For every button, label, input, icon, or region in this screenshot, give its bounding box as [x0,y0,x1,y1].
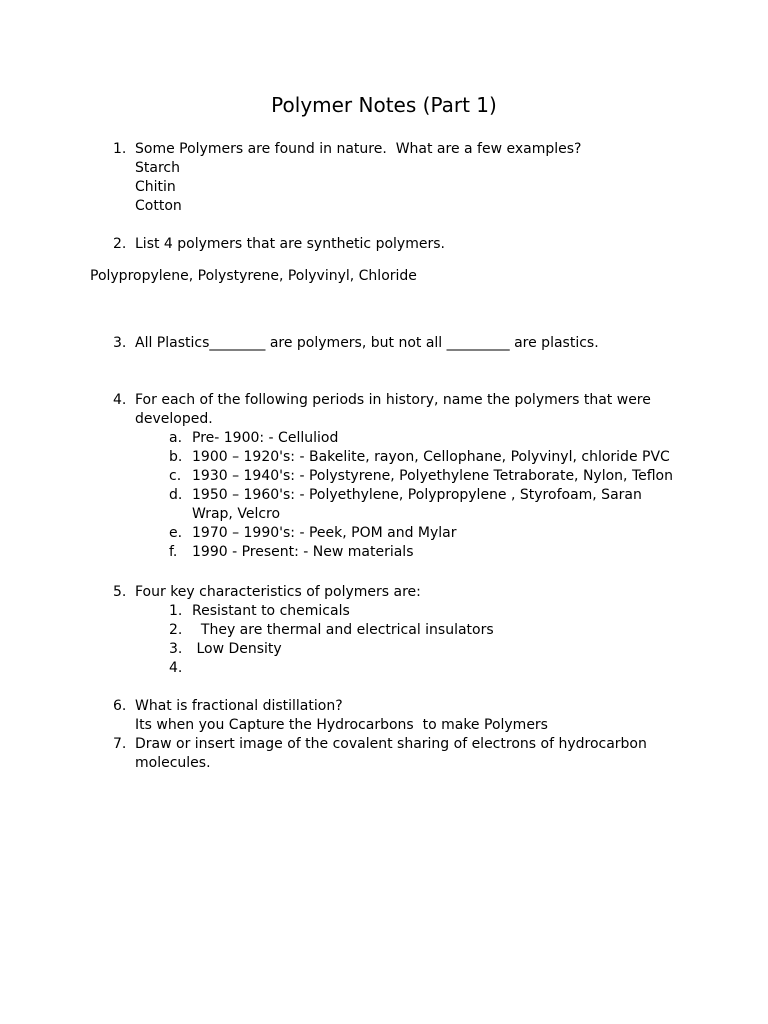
question-1-text: Some Polymers are found in nature. What are a few examples? [135,141,582,157]
question-5-number: 5. [113,584,127,600]
question-2-answer: Polypropylene, Polystyrene, Polyvinyl, Chloride [90,268,417,284]
question-5-text: Four key characteristics of polymers are: [135,584,421,600]
question-1-answer-1: Starch [135,160,180,176]
question-3-text: All Plastics________ are polymers, but not all _________ are plastics. [135,335,599,351]
question-3-number: 3. [113,335,127,351]
question-4-text-line-2: developed. [135,411,213,427]
question-2-number: 2. [113,236,127,252]
question-4-item-d-text-line-2: Wrap, Velcro [192,506,281,522]
question-7-text-line-1: Draw or insert image of the covalent sharing of electrons of hydrocarbon [135,736,647,752]
question-4-item-a-text: Pre- 1900: - Celluliod [192,430,339,446]
question-6-text: What is fractional distillation? [135,698,343,714]
question-5-item-2-number: 2. [169,622,183,638]
question-6-answer: Its when you Capture the Hydrocarbons to make Polymers [135,717,548,733]
question-4-item-d-text-line-1: 1950 – 1960's: - Polyethylene, Polypropylene , Styrofoam, Saran [192,487,642,503]
question-1-answer-2: Chitin [135,179,176,195]
question-4-text-line-1: For each of the following periods in history, name the polymers that were [135,392,651,408]
question-1-answer-3: Cotton [135,198,182,214]
question-4-number: 4. [113,392,127,408]
question-4-item-f-text: 1990 - Present: - New materials [192,544,414,560]
question-4-item-b-letter: b. [169,449,183,465]
question-5-item-1-number: 1. [169,603,183,619]
question-5-item-3-text: Low Density [192,641,282,657]
question-4-item-e-text: 1970 – 1990's: - Peek, POM and Mylar [192,525,457,541]
question-4-item-f-letter: f. [169,544,178,560]
question-7-number: 7. [113,736,127,752]
question-4-item-c-letter: c. [169,468,182,484]
question-6-number: 6. [113,698,127,714]
question-5-item-3-number: 3. [169,641,183,657]
question-1-number: 1. [113,141,127,157]
question-5-item-2-text: They are thermal and electrical insulators [192,622,494,638]
question-5-item-1-text: Resistant to chemicals [192,603,350,619]
question-4-item-c-text: 1930 – 1940's: - Polystyrene, Polyethylene Tetraborate, Nylon, Teflon [192,468,673,484]
question-4-item-e-letter: e. [169,525,183,541]
question-4-item-a-letter: a. [169,430,183,446]
question-2-text: List 4 polymers that are synthetic polymers. [135,236,445,252]
page-title: Polymer Notes (Part 1) [271,93,497,117]
question-4-item-d-letter: d. [169,487,183,503]
question-5-item-4-number: 4. [169,660,183,676]
question-4-item-b-text: 1900 – 1920's: - Bakelite, rayon, Cellophane, Polyvinyl, chloride PVC [192,449,670,465]
question-7-text-line-2: molecules. [135,755,211,771]
